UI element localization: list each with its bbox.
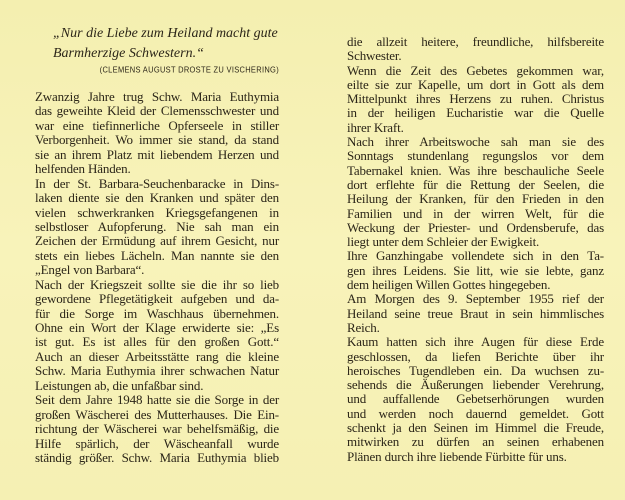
text-line: Ohne ein Wort der Klage erwiderte sie: „Es — [35, 320, 279, 335]
text-line: Reich. — [347, 319, 380, 335]
text-line: stets ein liebes Lächeln. Man nannte sie den — [35, 247, 279, 263]
text-line: und werden noch dauernd gemeldet. Gott — [347, 405, 604, 421]
quote-line: Barmherzige Schwestern.“ — [53, 46, 204, 61]
text-line: geschlossen, da liefen Berichte über ihr — [347, 348, 604, 364]
text-line: Nach ihrer Arbeitswoche sah man sie des — [347, 134, 604, 150]
text-line: Tabernakel knien. Was ihre beschauliche Seele — [347, 162, 604, 178]
quote-attribution: (CLEMENS AUGUST DROSTE ZU VISCHERING) — [99, 64, 279, 75]
text-line: richtung der Wäscherei war behelfsmäßig, die — [35, 421, 279, 437]
text-line: gewordene Pflegetätigkeit aufgeben und da- — [35, 291, 279, 307]
text-line: Familien und in der wirren Welt, für die — [347, 205, 604, 221]
right-text-column — [347, 35, 604, 464]
text-line: laken diente sie den Kranken und später den — [35, 190, 279, 206]
text-line: eilte sie zur Kapelle, um dort in Gott als dem — [347, 76, 604, 92]
text-line: selbstloser Aufopferung. Nie sah man ein — [35, 218, 279, 234]
text-line: Sonntags stundenlang regungslos vor dem — [347, 148, 604, 164]
text-line: Heilung der Kranken, für den Frieden in den — [347, 191, 604, 207]
text-line: In der St. Barbara-Seuchenbaracke in Dins- — [35, 175, 279, 191]
text-line: Zeichen der Ermüdung auf ihrem Gesicht, nur — [35, 233, 279, 249]
text-line: schenkt ja den Seinen im Himmel die Freude, — [347, 420, 604, 436]
text-line: Am Morgen des 9. September 1955 rief der — [347, 291, 604, 307]
text-line: Auch an dieser Arbeitsstätte rang die kleine — [35, 348, 279, 364]
text-line: das geweihte Kleid der Clemensschwester und — [35, 103, 279, 119]
text-line: Weckung der Priester- und Ordensberufe, das — [347, 219, 604, 235]
text-line: dort erflehte für die Rettung der Seelen, die — [347, 176, 604, 192]
text-line: Zwanzig Jahre trug Schw. Maria Euthymia — [35, 89, 279, 104]
text-line: Verborgenheit. Wo immer sie stand, da stand — [35, 132, 279, 148]
text-line: ständig größer. Schw. Maria Euthymia blieb — [35, 449, 279, 465]
text-line: Seit dem Jahre 1948 hatte sie die Sorge in der — [35, 392, 279, 408]
text-line: sie an ihrem Platz mit liebendem Herzen und — [35, 146, 279, 162]
text-line: heroisches Tugendleben ein. Da wuchsen zu- — [347, 362, 604, 378]
text-line: ihrer Kraft. — [347, 119, 404, 135]
text-line: Mittelpunkt ihres Herzens zu ruhen. Christus — [347, 91, 604, 107]
text-line: mitwirken zu dürfen an seinen erhabenen — [347, 434, 604, 450]
text-line: großen Wäscherei des Mutterhauses. Die Ein- — [35, 406, 279, 422]
text-line: in der heiligen Eucharistie war die Quelle — [347, 105, 604, 121]
text-line: ist gut. Es ist alles für den großen Gott.“ — [35, 334, 279, 350]
text-line: Hilfe spärlich, der Wäscheanfall wurde — [35, 435, 279, 451]
text-line: Wenn die Zeit des Gebetes gekommen war, — [347, 62, 604, 78]
text-line: für die Sorge im Waschhaus übernehmen. — [35, 305, 279, 321]
text-line: Nach der Kriegszeit sollte sie die ihr so lieb — [35, 276, 279, 292]
text-line: Heiland seine treue Braut in sein himmlisches — [347, 305, 604, 321]
text-line: sehends die Äußerungen liebender Verehrung, — [347, 377, 604, 393]
text-line: helfenden Händen. — [35, 161, 131, 177]
text-line: Ihre Ganzhingabe vollendete sich in den Ta- — [347, 248, 604, 264]
text-line: war eine tiefinnerliche Opferseele in stiller — [35, 117, 279, 133]
left-text-column — [35, 90, 279, 465]
text-line: Kaum hatten sich ihre Augen für diese Erde — [347, 334, 604, 350]
text-line: dem heiligen Willen Gottes hingegeben. — [347, 277, 551, 293]
text-line: Leistungen ab, die unfaßbar sind. — [35, 377, 204, 393]
quote-line: „Nur die Liebe zum Heiland macht gute — [53, 26, 278, 41]
text-line: liegt unter dem Schleier der Ewigkeit. — [347, 234, 540, 250]
text-line: die allzeit heitere, freundliche, hilfsbereite — [347, 34, 604, 49]
text-line: Schwester. — [347, 48, 402, 64]
text-line: Plänen durch ihre liebende Fürbitte für uns. — [347, 448, 567, 464]
text-line: vielen schwerkranken Kriegsgefangenen in — [35, 204, 279, 220]
text-line: und auffallende Gebetserhörungen wurden — [347, 391, 604, 407]
text-line: Schw. Maria Euthymia ihrer schwachen Natur — [35, 363, 279, 379]
text-line: „Engel von Barbara“. — [35, 262, 145, 278]
text-line: gen ihres Leidens. Sie litt, wie sie lebte, ganz — [347, 262, 604, 278]
epigraph-quote — [53, 24, 285, 64]
